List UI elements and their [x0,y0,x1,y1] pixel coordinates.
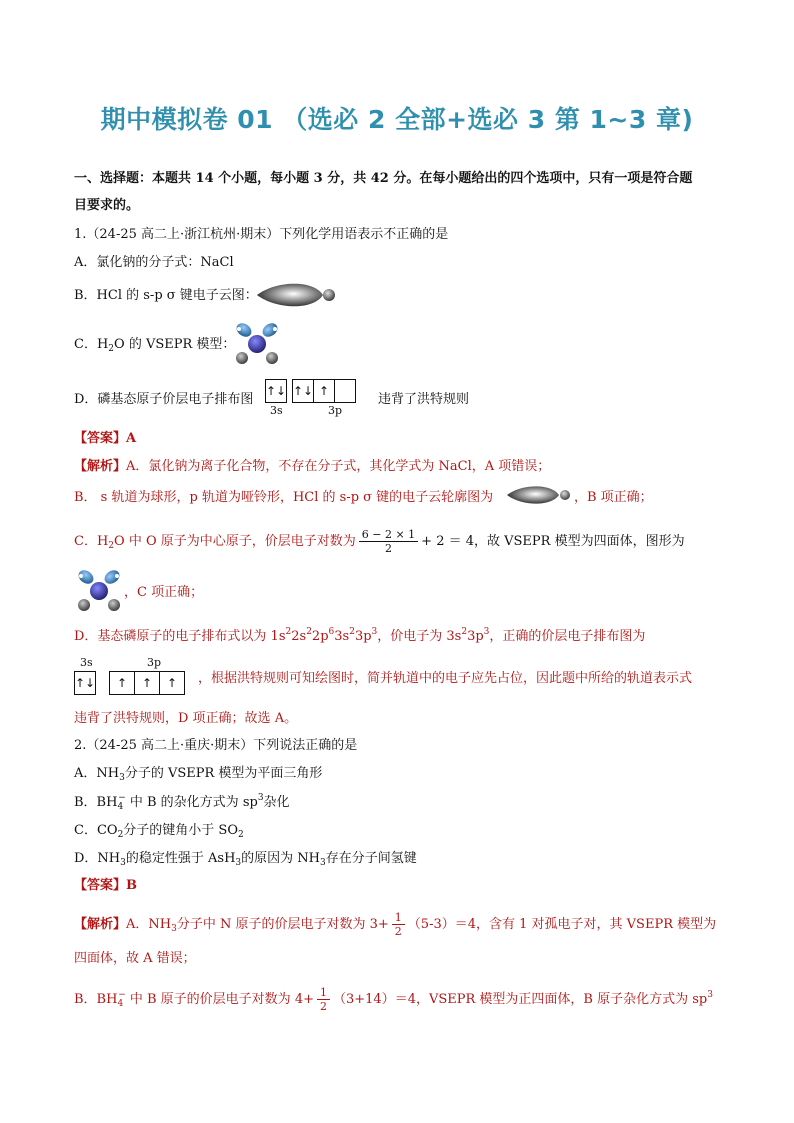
q2-option-a: A．$NH_3$分子的 VSEPR 模型为平面三角形 [74,766,323,783]
q1-analysis-b: B． s 轨道为球形，p 轨道为哑铃形，HCl 的 s-p σ 键的电子云轮廓图为 [74,490,494,505]
orbital-diagram-wrong [266,379,362,403]
q2-option-b: B．$BH_4^-$ 中 B 的杂化方式为 $sp^3$杂化 [74,793,290,812]
q1-stem: 1.（24-25 高二上·浙江杭州·期末）下列化学用语表示不正确的是 [74,227,449,242]
q1-option-d-end: 违背了洪特规则 [378,392,470,407]
q2-answer: 【答案】B [74,878,138,893]
q2-analysis-a: 【解析】A．$NH_3$分子中 N 原子的价层电子对数为 3+ $\frac{1}{2}$ （5-3）＝4，含有 1 对孤电子对，其 VSEPR 模型为 [74,911,717,938]
section-heading: 一、选择题：本题共 14 个小题，每小题 3 分，共 42 分。在每小题给出的四个选项中，只有一项是符合题 [74,171,693,186]
orbital-box [334,379,356,403]
orbital-box: ↑↓ [292,379,314,403]
orbital-label-3p: 3p [147,656,162,669]
orbital-box: ↑ [134,671,160,695]
q1-analysis-c: C．$H_2O$ 中 O 原子为中心原子，价层电子对数为 $\frac{6 - 2 \times 1}{2}$ + 2 ＝ 4，故 VSEPR 模型为四面体，图形为 [74,528,685,555]
q1-option-c: C．$H_2O$ 的 VSEPR 模型： [74,337,236,354]
q1-analysis-a: 【解析】A．氯化钠为离子化合物，不存在分子式，其化学式为 NaCl，A 项错误； [74,459,551,474]
q1-answer: 【答案】A [74,431,137,446]
q1-option-d: D．磷基态原子价层电子排布图 [74,392,254,407]
orbital-box: ↑↓ [74,671,96,695]
q2-analysis-b: B．$BH_4^-$ 中 B 原子的价层电子对数为 4+ $\frac{1}{2}$ （3+14）＝4，VSEPR 模型为正四面体，B 原子杂化方式为 $sp^3$ [74,986,713,1013]
q1-analysis-d-cont: ，根据洪特规则可知绘图时，简并轨道中的电子应先占位，因此题中所给的轨道表示式 [198,671,693,686]
orbital-label-3p: 3p [328,404,343,417]
q2-option-d: D．$NH_3$的稳定性强于 AsH$_3$的原因为 $NH_3$存在分子间氢键 [74,851,417,868]
q1-analysis-b-end: ，B 项正确； [574,490,653,505]
h2o-vsepr-model-image [72,565,124,615]
q2-option-c: C．$CO_2$分子的键角小于 $SO_2$ [74,823,244,840]
page-title: 期中模拟卷 01 （选必 2 全部+选必 3 第 1~3 章) [100,105,694,134]
q2-stem: 2.（24-25 高二上·重庆·期末）下列说法正确的是 [74,738,358,753]
q1-analysis-d-end: 违背了洪特规则，D 项正确；故选 A。 [74,711,298,726]
q1-option-a: A．氯化钠的分子式：NaCl [74,255,234,270]
sp-sigma-cloud-image [505,484,573,508]
q1-analysis-d: D．基态磷原子的电子排布式以为 $1s^22s^22p^63s^23p^3$，价电子为 $3s^23p^3$，正确的价层电子排布图为 [74,627,646,644]
section-heading-cont: 目要求的。 [74,198,140,213]
orbital-label-3s: 3s [270,404,283,417]
q1-analysis-c-end: ，C 项正确； [124,585,204,600]
orbital-box: ↑ [313,379,335,403]
orbital-box: ↑ [109,671,135,695]
h2o-vsepr-model-image [230,318,282,368]
q2-analysis-a-end: 四面体，故 A 错误； [74,951,196,966]
orbital-diagram-correct [75,671,191,695]
orbital-box: ↑ [159,671,185,695]
q1-option-b: B．HCl 的 s-p σ 键电子云图： [74,288,258,303]
orbital-box: ↑↓ [265,379,287,403]
sp-sigma-cloud-image [255,281,337,311]
orbital-label-3s: 3s [80,656,93,669]
